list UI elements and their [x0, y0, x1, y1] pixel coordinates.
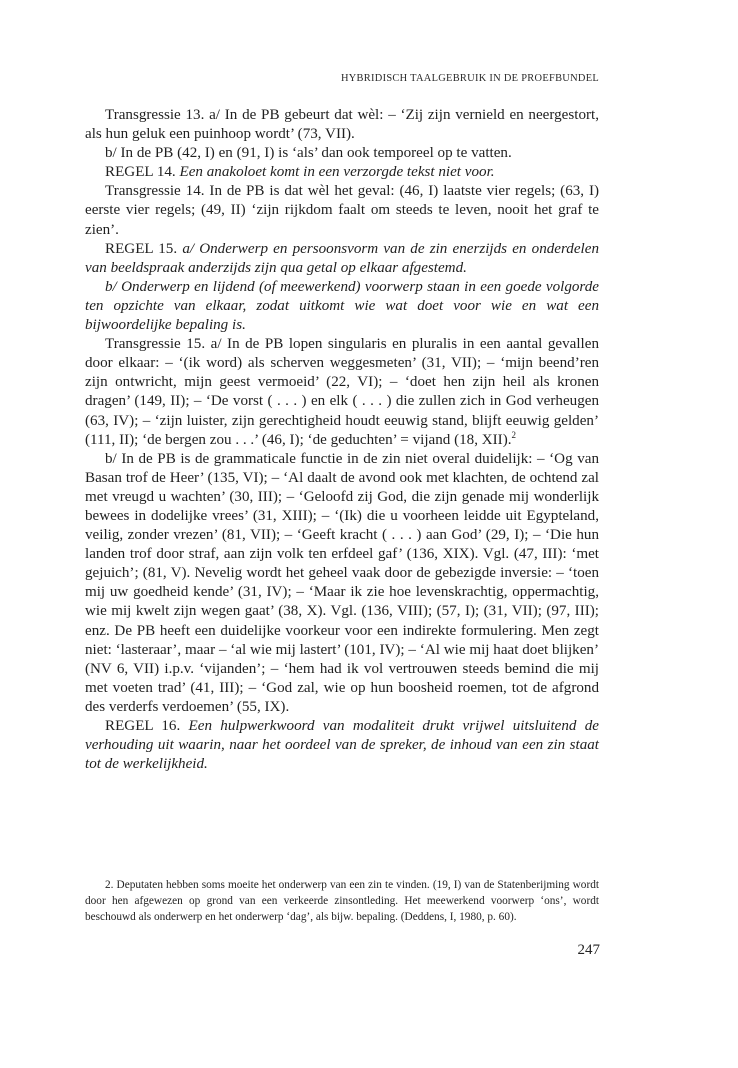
footnote [85, 877, 599, 925]
paragraph-lead: Transgressie 13. a/ [105, 107, 225, 123]
paragraph-transgressie-13b [85, 144, 599, 163]
page-number: 247 [577, 942, 600, 958]
paragraph-text: In de PB lopen singularis en pluralis in een aantal gevallen door elkaar: – ‘(ik word) als scherven weggesmeten’ (31, VII); – ‘mijn beend’ren zijn ontwricht, mijn geest vermoeid’ (22, VI); – ‘doet hen zijn heil als kronen dragen’ (149, II); – ‘De vorst ( . . . ) en elk ( . . . ) die zullen zich in God verheugen (63, IV); – ‘zijn luister, zijn gerechtigheid houdt eeuwig stand, blijft eeuwig gelden’ (111, II); ‘de bergen zou . . .’ (46, I); ‘de geduchten’ = vijand (18, XII). [85, 336, 599, 448]
paragraph-text: In de PB is de grammaticale functie in de zin niet overal duidelijk: – ‘Og van Basan trof de Heer’ (135, VI); – ‘Al daalt de avond ook met klachten, de ochtend zal met vreugd u wachten’ (30, III); – ‘Geloofd zij God, die zijn genade mij wonderlijk bewees in dodelijke vrees’ (31, XIII); – ‘(Ik) die u voorheen leidde uit Egypteland, veilig, zonder vrezen’ (81, VII); – ‘Geeft kracht ( . . . ) aan God’ (29, I); – ‘Die hun landen trof door straf, aan zijn volk ten erfdeel gaf’ (136, XIX). Vgl. (47, III): ‘met gejuich’; (81, V). Nevelig wordt het geheel vaak door de gebezigde inversie: – ‘toen mij uw goedheid kende’ (31, IV); – ‘Maar ik zie hoe levenskrachtig, oppermachtig, wie mij kwelt zijn wegen gaat’ (38, X). Vgl. (136, VIII); (57, I); (31, VII); (97, III); enz. De PB heeft een duidelijke voorkeur voor een indirekte formulering. Men zegt niet: ‘lasteraar’, maar – ‘al wie mij lastert’ (101, IV); – ‘Al wie mij haat doet blijken’ (NV 6, VII) i.p.v. ‘vijanden’; – ‘hem had ik vol vertrouwen steeds bemind die mij met voeten trad’ (41, III); – ‘God zal, wie op hun boosheid roemen, tot de afgrond des verderfs verdoemen’ (55, IX). [85, 450, 599, 715]
paragraph-lead: b/ [105, 145, 121, 162]
paragraph-lead: Transgressie 15. a/ [105, 336, 228, 353]
paragraph-text: In de PB (42, I) en (91, I) is ‘als’ dan ook temporeel op te vatten. [120, 145, 512, 162]
rule-text: Een hulpwerkwoord van modaliteit drukt vrijwel uitsluitend de verhouding uit waarin, naar het oordeel van de spreker, de inhoud van een zin staat tot de werkelijkheid. [85, 718, 599, 773]
paragraph-text: In de PB is dat wèl het geval: (46, I) laatste vier regels; (63, I) eerste vier regels; (49, II) ‘zijn rijkdom faalt om steeds te leven, nooit het graf te zien’. [85, 183, 600, 238]
paragraph-regel-15b [85, 278, 599, 335]
paragraph-regel-16 [85, 717, 599, 774]
footnote-marker: 2. [105, 879, 114, 891]
rule-label: REGEL 15. [105, 240, 183, 257]
body-text [85, 106, 599, 774]
paragraph-transgressie-13a [85, 106, 599, 144]
paragraph-regel-14 [85, 163, 599, 182]
paragraph-transgressie-15b [85, 450, 599, 717]
footnote-reference: 2 [511, 429, 517, 440]
paragraph-text: In de PB gebeurt dat wèl: – ‘Zij zijn vernield en neergestort, als hun geluk een puinhoop wordt’ (73, VII). [85, 107, 599, 143]
running-head: HYBRIDISCH TAALGEBRUIK IN DE PROEFBUNDEL [340, 73, 599, 84]
rule-text: a/ Onderwerp en persoonsvorm van de zin enerzijds en onderdelen van beeldspraak anderzijds zijn qua getal op elkaar afgestemd. [85, 240, 599, 276]
footnote-2 [85, 877, 599, 925]
paragraph-regel-15a [85, 240, 599, 278]
rule-text: Een anakoloet komt in een verzorgde tekst niet voor. [179, 164, 495, 181]
paragraph-transgressie-15a [85, 335, 599, 450]
paragraph-transgressie-14 [85, 182, 599, 239]
paragraph-lead: b/ [105, 450, 122, 467]
footnote-text: Deputaten hebben soms moeite het onderwerp van een zin te vinden. (19, I) van de Statenberijming wordt door hen afgewezen op grond van een verkeerde zinsontleding. Het meewerkend voorwerp ‘ons’, wordt beschouwd als onderwerp en het onderwerp ‘dag’, als bijw. bepaling. (Deddens, I, 1980, p. 60). [85, 879, 599, 923]
rule-label: REGEL 16. [105, 718, 189, 734]
rule-text: b/ Onderwerp en lijdend (of meewerkend) voorwerp staan in een goede volgorde ten opzichte van elkaar, zodat uitkomt wie wat doet voor wie en wat een bijwoordelijke bepaling is. [85, 278, 599, 334]
paragraph-lead: Transgressie 14. [105, 183, 210, 200]
rule-label: REGEL 14. [105, 164, 180, 181]
